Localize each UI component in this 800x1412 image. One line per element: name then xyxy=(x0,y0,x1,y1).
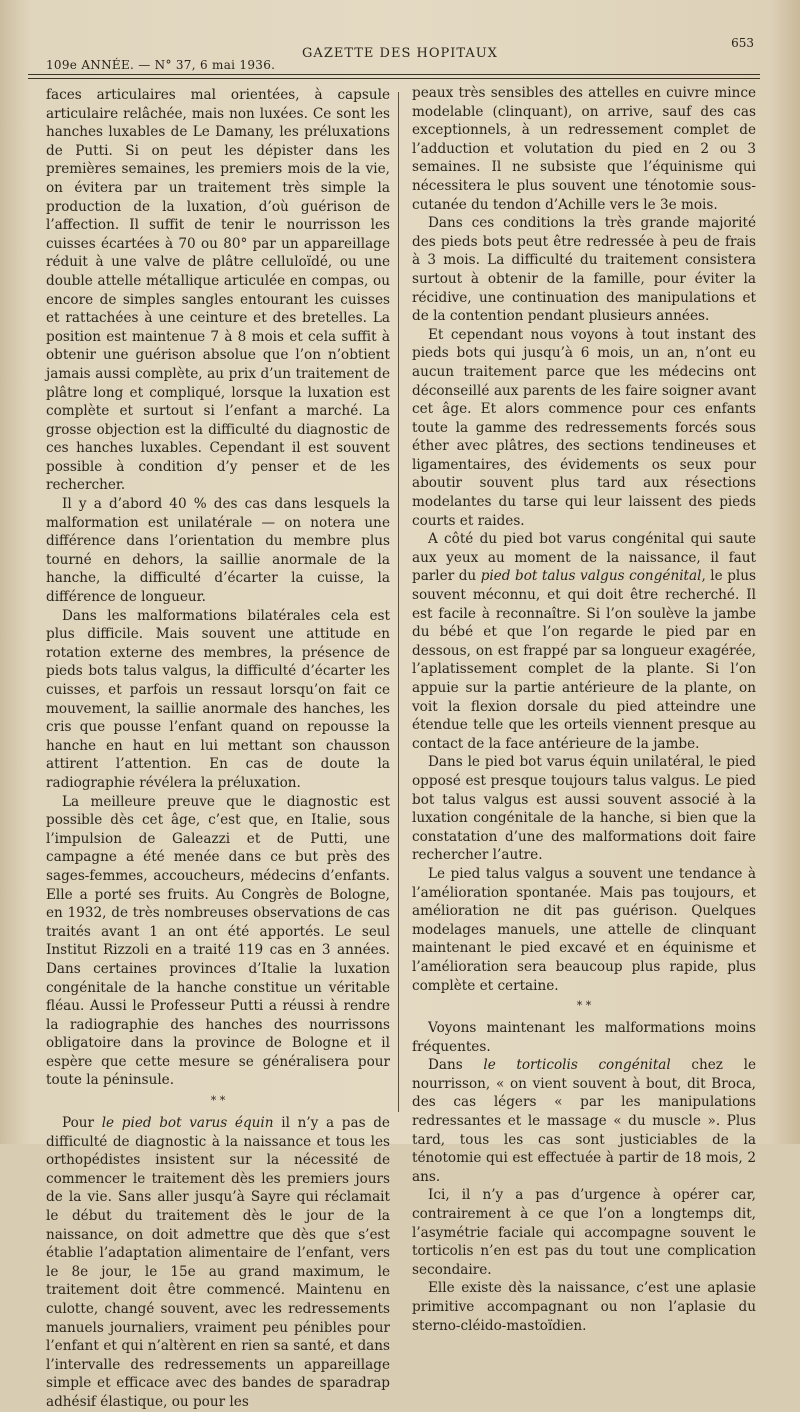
right-column xyxy=(412,84,756,1335)
text-run: Elle existe dès la naissance, c’est une aplasie primitive accompagnant ou non l’aplasie du sterno-cléido-mastoïdien. xyxy=(412,1280,756,1334)
italic-term: le torticolis congénital xyxy=(483,1057,671,1074)
header-rule xyxy=(28,74,760,75)
text-run: chez le nourrisson, « on vient souvent à bout, dit Broca, des cas légers « par les manipulations redressantes et le massage « du muscle ». Plus tard, tous les cas sont justiciables de la ténotomie qui est effectuée à partir de 18 mois, 2 ans. xyxy=(412,1057,756,1185)
paragraph xyxy=(412,1279,756,1335)
text-run: Dans les malformations bilatérales cela est plus difficile. Mais souvent une attitude en rotation externe des membres, la présence de pieds bots talus valgus, la difficulté d’écarter les cuisses, et parfois un ressaut lorsqu’on fait ce mouvement, la saillie anormale des hanches, les cris que pousse l’enfant quand on repousse la hanche en haut en lui mettant son chausson attirent l’attention. En cas de doute la radiographie révélera la préluxation. xyxy=(46,607,390,791)
paragraph xyxy=(412,326,756,531)
paragraph xyxy=(412,84,756,214)
italic-term: le pied bot varus équin xyxy=(101,1115,274,1132)
text-run: Pour xyxy=(62,1115,102,1132)
paragraph xyxy=(412,1019,756,1056)
text-run: Dans le pied bot varus équin unilatéral, le pied opposé est presque toujours talus valgus. Le pied bot talus valgus est aussi souvent associé à la luxation congénitale de la hanche, si bien que la constatation d’une des malformations doit faire rechercher l’autre. xyxy=(412,754,756,864)
text-run: peaux très sensibles des attelles en cuivre mince modelable (clinquant), on arrive, sauf des cas exceptionnels, à un redressement complet de l’adduction et volutation du pied en 2 ou 3 semaines. Il ne subsiste que l’équinisme qui nécessitera le plus souvent une ténotomie sous-cutanée du tendon d’Achille vers le 3e mois. xyxy=(412,85,756,213)
paragraph xyxy=(412,1056,756,1186)
section-separator: * * xyxy=(210,1094,226,1108)
text-run: Ici, il n’y a pas d’urgence à opérer car, contrairement à ce que l’on a longtemps dit, l’asymétrie faciale qui accompagne souvent le torticolis n’en est pas du tout une complication secondaire. xyxy=(412,1187,756,1278)
paragraph xyxy=(412,214,756,326)
section-separator: * * xyxy=(576,999,592,1013)
issue-info: 109e ANNÉE. — N° 37, 6 mai 1936. xyxy=(46,58,276,72)
page-number: 653 xyxy=(731,36,754,50)
text-run: Il y a d’abord 40 % des cas dans lesquels la malformation est unilatérale — on notera une différence dans l’orientation du membre plus tourné en dehors, la saillie anormale de la hanche, la difficulté d’écarter la cuisse, la différence de longueur. xyxy=(46,496,390,606)
text-run: faces articulaires mal orientées, à capsule articulaire relâchée, mais non luxées. Ce sont les hanches luxables de Le Damany, les préluxations de Putti. Si on peut les dépister dans les premières semaines, les premiers mois de la vie, on évitera par un traitement très simple la production de la luxation, d’où guérison de l’affection. Il suffit de tenir le nourrisson les cuisses écartées à 70 ou 80° par un appareillage réduit à une valve de plâtre celluloïdé, ou une double attelle métallique articulée en compas, ou encore de simples sangles entourant les cuisses et rattachées à une ceinture et des bretelles. La position est maintenue 7 à 8 mois et cela suffit à obtenir une guérison absolue que l’on n’obtient jamais aussi complète, au prix d’un traitement de plâtre long et compliqué, lorsque la luxation est complète et surtout si l’enfant a marché. La grosse objection est la difficulté du diagnostic de ces hanches luxables. Cependant il est souvent possible à condition d’y penser et de les rechercher. xyxy=(46,87,390,494)
text-run: Voyons maintenant les malformations moins fréquentes. xyxy=(412,1020,756,1055)
left-column xyxy=(46,86,390,1412)
paragraph xyxy=(412,1186,756,1279)
paragraph xyxy=(412,753,756,865)
text-run: Le pied talus valgus a souvent une tendance à l’amélioration spontanée. Mais pas toujours, et amélioration ne dit pas guérison. Quelques modelages manuels, une attelle de clinquant maintenant le pied excavé et en équinisme et l’amélioration sera beaucoup plus rapide, plus complète et certaine. xyxy=(412,865,756,994)
paragraph xyxy=(46,607,390,793)
paragraph xyxy=(46,86,390,495)
paragraph xyxy=(46,1114,390,1412)
page-header xyxy=(40,32,760,80)
text-run: Dans xyxy=(428,1057,484,1074)
journal-title: GAZETTE DES HOPITAUX xyxy=(302,46,498,61)
text-run: il n’y a pas de difficulté de diagnostic à la naissance et tous les orthopédistes insistent sur la nécessité de commencer le traitement dès les premiers jours de la vie. Sans aller jusqu’à Sayre qui réclamait le début du traitement dès le jour de la naissance, on doit admettre que dès que s’est établie l’adaptation alimentaire de l’enfant, vers le 8e jour, le 15e au grand maximum, le traitement doit être commencé. Maintenu en culotte, changé souvent, avec les redressements manuels journaliers, vraiment peu pénibles pour l’enfant et qui n’altèrent en rien sa santé, et dans l’intervalle des redressements un appareillage simple et efficace avec des bandes de sparadrap adhésif élastique, ou pour les xyxy=(46,1115,390,1410)
text-run: A côté du pied bot varus congénital qui saute aux yeux au moment de la naissance, il faut parler du xyxy=(412,531,756,585)
paragraph xyxy=(46,793,390,1091)
text-run: Et cependant nous voyons à tout instant des pieds bots qui jusqu’à 6 mois, un an, n’ont eu aucun traitement parce que les médecins ont déconseillé aux parents de les faire soigner avant cet âge. Et alors commence pour ces enfants toute la gamme des redressements forcés sous éther avec plâtres, des sections tendineuses et ligamentaires, des évidements os seux pour aboutir souvent plus tard aux résections modelantes du tarse qui leur laissent des pieds courts et raides. xyxy=(412,326,756,529)
text-run: Dans ces conditions la très grande majorité des pieds bots peut être redressée à peu de frais à 3 mois. La difficulté du traitement consistera surtout à obtenir de la famille, pour éviter la récidive, une continuation des manipulations et de la contention pendant plusieurs années. xyxy=(412,215,756,325)
paragraph xyxy=(46,495,390,607)
column-divider xyxy=(398,92,399,1112)
paragraph xyxy=(412,865,756,995)
header-rule-thin xyxy=(28,78,760,79)
text-run: , le plus souvent méconnu, et qui doit être recherché. Il est facile à reconnaître. Si l’on soulève la jambe du bébé et que l’on regarde le pied par en dessous, on est frappé par sa longueur exagérée, l’aplatissement complet de la plante. Si l’on appuie sur la partie antérieure de la plante, on voit la flexion dorsale du pied atteindre une étendue telle que les orteils viennent presque au contact de la face antérieure de la jambe. xyxy=(412,568,757,752)
paragraph xyxy=(412,530,756,753)
text-run: La meilleure preuve que le diagnostic est possible dès cet âge, c’est que, en Italie, sous l’impulsion de Galeazzi et de Putti, une campagne a été menée dans ce but près des sages-femmes, accoucheurs, médecins d’enfants. Elle a porté ses fruits. Au Congrès de Bologne, en 1932, de très nombreuses observations de cas traités avant 1 an ont été apportés. Le seul Institut Rizzoli en a traité 119 cas en 3 années. Dans certaines provinces d’Italie la luxation congénitale de la hanche constitue un véritable fléau. Aussi le Professeur Putti a réussi à rendre la radiographie des hanches des nourrissons obligatoire dans la province de Bologne et il espère que cette mesure se généralisera pour toute la péninsule. xyxy=(46,793,390,1089)
italic-term: pied bot talus valgus congénital xyxy=(480,568,702,585)
